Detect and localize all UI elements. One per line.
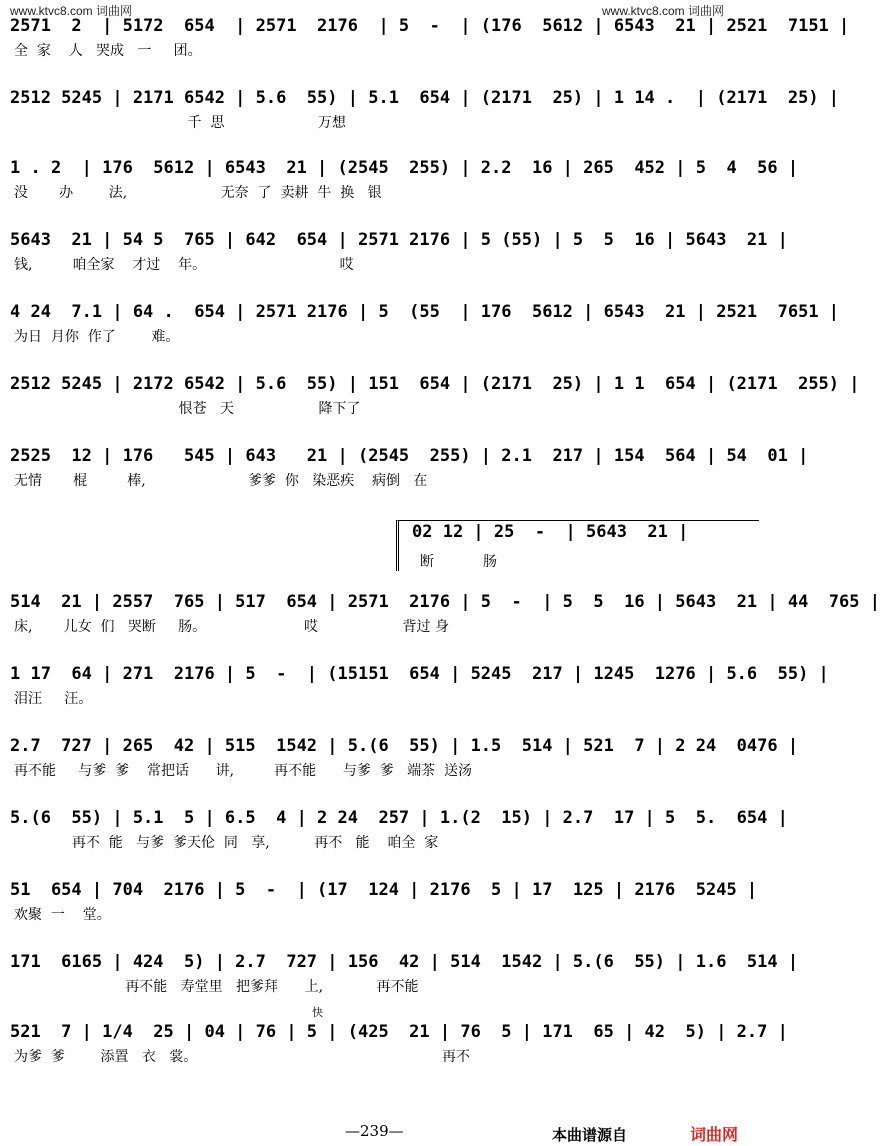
notation-text: 2525 12 | 176 545 | 643 21 | (2545 255) | 2.1 217 | 154 564 | 54 01 | [10,446,809,466]
notation-line [10,660,829,688]
lyrics-text: 再不能 与爹 爹 常把话 讲, 再不能 与爹 爹 端茶 送汤 [14,763,473,779]
notation-line [10,298,840,326]
lyrics-text: 再不能 寿堂里 把爹拜 上, 再不能 [14,979,419,995]
notation-text: 2512 5245 | 2172 6542 | 5.6 55) | 151 654 | (2171 25) | 1 1 654 | (2171 255) | [10,374,860,394]
lyrics-line [10,1046,758,1068]
lyrics-text: 泪汪 汪。 [14,691,93,707]
page-number: —239— [345,1122,404,1140]
notation-text: 1 . 2 | 176 5612 | 6543 21 | (2545 255) | 2.2 16 | 265 452 | 5 4 56 | [10,158,799,178]
score-row [10,804,788,854]
alternate-ending-lyrics: 断 肠 [420,554,497,570]
score-row [10,876,758,926]
score-row [10,370,860,420]
watermark-left: www.ktvc8.com 词曲网 [10,4,133,18]
notation-line [10,876,758,904]
score-row [10,588,880,638]
notation-text: 171 6165 | 424 5) | 2.7 727 | 156 42 | 514 1542 | 5.(6 55) | 1.6 514 | [10,952,799,972]
lyrics-text: 千 思 万想 [14,115,346,131]
lyrics-line [10,398,758,420]
notation-text: 521 7 | 1/4 25 | 04 | 76 | 5 | (425 21 | 76 5 | 171 65 | 42 5) | 2.7 | [10,1022,788,1042]
notation-line [10,804,788,832]
lyrics-text: 全 家 人 哭成 一 团。 [14,43,202,59]
lyrics-line [10,182,758,204]
lyrics-text: 为日 月你 作了 难。 [14,329,180,345]
notation-line [10,370,860,398]
lyrics-text: 钱, 咱全家 才过 年。 哎 [14,257,354,273]
score-row [10,948,799,998]
notation-line [10,154,799,182]
notation-text: 5643 21 | 54 5 765 | 642 654 | 2571 2176 | 5 (55) | 5 5 16 | 5643 21 | [10,230,788,250]
notation-line [10,84,840,112]
lyrics-line [10,254,758,276]
lyrics-line [10,904,758,926]
lyrics-text: 床, 儿女 们 哭断 肠。 哎 背过 身 [14,619,450,635]
source-logo: 词曲网 [690,1127,739,1144]
notation-line [10,226,788,254]
notation-line [10,442,809,470]
score-row [10,298,840,348]
lyrics-text: 再不 能 与爹 爹天伦 同 享, 再不 能 咱全 家 [14,835,439,851]
lyrics-line [10,470,758,492]
notation-line [10,1018,788,1046]
lyrics-line [10,760,758,782]
lyrics-text: 为爹 爹 添置 衣 裳。 再不 [14,1049,470,1065]
lyrics-line [10,688,758,710]
notation-line [10,732,799,760]
lyrics-line [10,616,758,638]
lyrics-line [10,112,758,134]
watermark-right: www.ktvc8.com 词曲网 [602,4,725,18]
score-row [10,154,799,204]
notation-text: 4 24 7.1 | 64 . 654 | 2571 2176 | 5 (55 | 176 5612 | 6543 21 | 2521 7651 | [10,302,840,322]
score-row [10,732,799,782]
tempo-mark: 快 [312,1006,323,1019]
notation-text: 2.7 727 | 265 42 | 515 1542 | 5.(6 55) | 1.5 514 | 521 7 | 2 24 0476 | [10,736,799,756]
lyrics-text: 恨苍 天 降下了 [14,401,361,417]
lyrics-line [10,976,758,998]
lyrics-text: 无情 棍 棒, 爹爹 你 染恶疾 病倒 在 [14,473,428,489]
notation-text: 514 21 | 2557 765 | 517 654 | 2571 2176 | 5 - | 5 5 16 | 5643 21 | 44 765 | [10,592,880,612]
alternate-ending-notes: 02 12 | 25 - | 5643 21 | [412,522,689,542]
lyrics-text: 欢聚 一 堂。 [14,907,111,923]
score-row [10,84,840,134]
score-row [10,660,829,710]
notation-text: 2571 2 | 5172 654 | 2571 2176 | 5 - | (176 5612 | 6543 21 | 2521 7151 | [10,16,850,36]
notation-line [10,588,880,616]
lyrics-text: 没 办 法, 无奈 了 卖耕 牛 换 银 [14,185,382,201]
lyrics-line [10,40,758,62]
score-row [10,12,850,62]
notation-text: 2512 5245 | 2171 6542 | 5.6 55) | 5.1 654 | (2171 25) | 1 14 . | (2171 25) | [10,88,840,108]
score-row [10,226,788,276]
notation-text: 5.(6 55) | 5.1 5 | 6.5 4 | 2 24 257 | 1.(2 15) | 2.7 17 | 5 5. 654 | [10,808,788,828]
score-row [10,1018,788,1068]
notation-text: 1 17 64 | 271 2176 | 5 - | (15151 654 | 5245 217 | 1245 1276 | 5.6 55) | [10,664,829,684]
score-row [10,442,809,492]
source-text: 本曲谱源自 [552,1127,628,1144]
notation-line [10,12,850,40]
lyrics-line [10,832,758,854]
notation-text: 51 654 | 704 2176 | 5 - | (17 124 | 2176 5 | 17 125 | 2176 5245 | [10,880,758,900]
notation-line [10,948,799,976]
lyrics-line [10,326,758,348]
